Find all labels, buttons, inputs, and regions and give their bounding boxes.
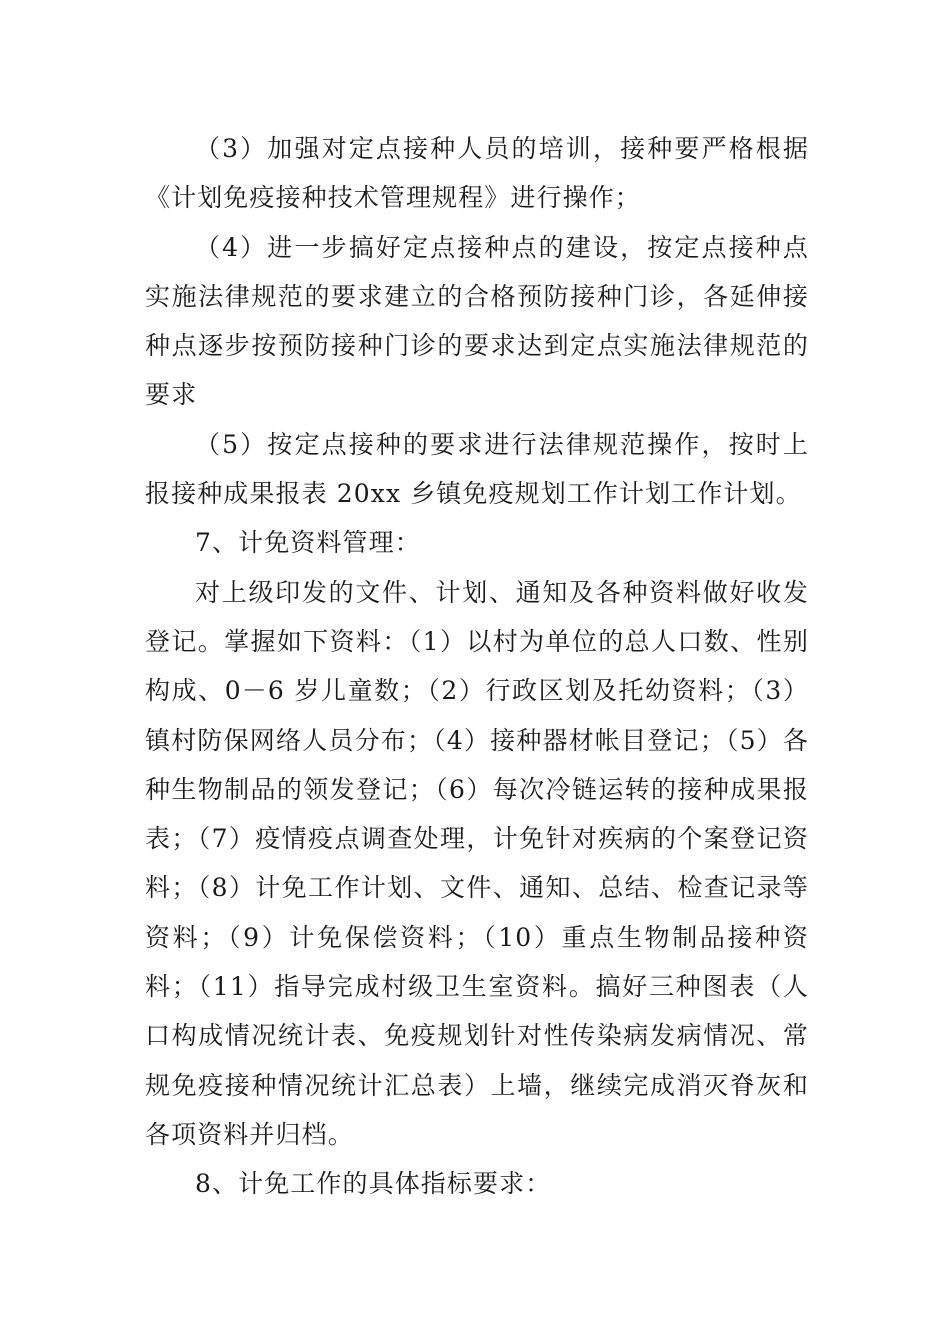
paragraph-training: （3）加强对定点接种人员的培训，接种要严格根据《计划免疫接种技术管理规程》进行操作； xyxy=(145,134,809,213)
section-heading-records: 7、计免资料管理： xyxy=(195,528,421,558)
section-heading-indicators: 8、计免工作的具体指标要求： xyxy=(195,1169,552,1199)
document-body xyxy=(145,124,809,1209)
paragraph-site-construction: （4）进一步搞好定点接种点的建设，按定点接种点实施法律规范的要求建立的合格预防接种门诊，各延伸接种点逐步按预防接种门诊的要求达到定点实施法律规范的要求 xyxy=(145,232,809,410)
paragraph-records-management: 对上级印发的文件、计划、通知及各种资料做好收发登记。掌握如下资料：（1）以村为单位的总人口数、性别构成、0－6 岁儿童数；（2）行政区划及托幼资料；（3）镇村防保网络人员分布；（4）接种器材帐目登记；（5）各种生物制品的领发登记；（6）每次冷链运转的接种成果报表；（7）疫情疫点调查处理，计免针对疾病的个案登记资料；（8）计免工作计划、文件、通知、总结、检查记录等资料；（9）计免保偿资料；（10）重点生物制品接种资料；（11）指导完成村级卫生室资料。搞好三种图表（人口构成情况统计表、免疫规划针对性传染病发病情况、常规免疫接种情况统计汇总表）上墙，继续完成消灭脊灰和各项资料并归档。 xyxy=(145,577,809,1149)
paragraph-reporting: （5）按定点接种的要求进行法律规范操作，按时上报接种成果报表 20xx 乡镇免疫规划工作计划工作计划。 xyxy=(145,429,809,509)
